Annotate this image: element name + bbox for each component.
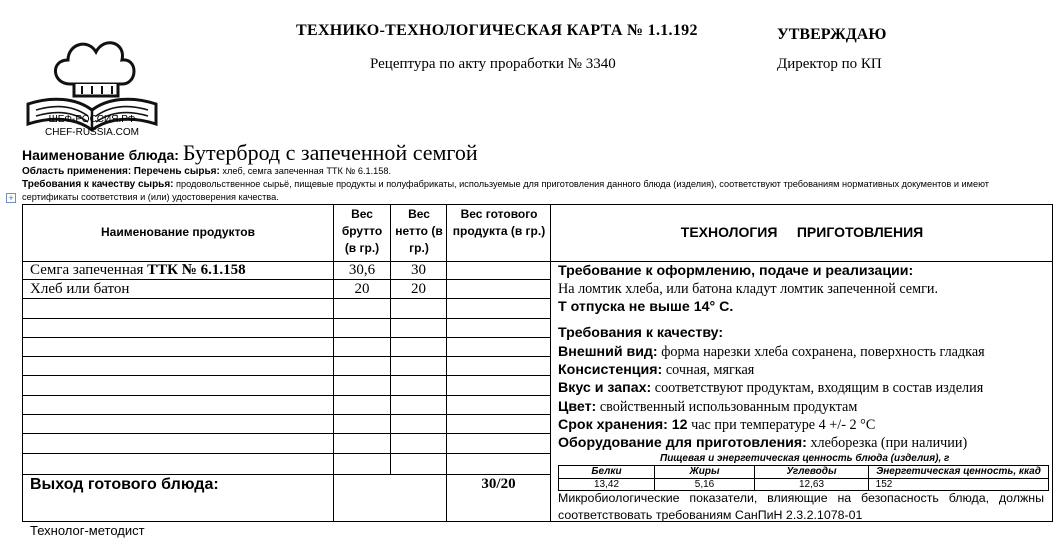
scope-line <box>22 166 391 177</box>
serving-text: На ломтик хлеба, или батона кладут ломтик запеченной семги. <box>558 281 939 297</box>
nutrition-value-carbs: 12,63 <box>798 479 825 490</box>
table-row-1-gross: 30,6 <box>348 262 376 278</box>
document-subtitle: Рецептура по акту проработки № 3340 <box>370 56 616 72</box>
table-row-1-name: Семга запеченная ТТК № 6.1.158 <box>30 262 246 278</box>
yield-label: Выход готового блюда: <box>30 476 219 493</box>
quality-label: Требования к качеству: <box>558 325 724 341</box>
approve-label: УТВЕРЖДАЮ <box>777 26 887 43</box>
dish-label: Наименование блюда: <box>22 147 179 163</box>
yield-value: 30/20 <box>481 476 516 492</box>
raw-list-text: хлеб, семга запеченная ТТК № 6.1.158. <box>222 166 392 176</box>
nutrition-header-energy: Энергетическая ценность, ккад <box>876 466 1041 477</box>
table-row-1-net: 30 <box>411 262 426 278</box>
quality-req-line <box>22 179 989 190</box>
quality-req-label: Требования к качеству сырья: <box>22 179 174 190</box>
nutrition-header-fat: Жиры <box>689 466 720 477</box>
nutrition-value-energy: 152 <box>875 479 893 490</box>
scope-label: Область применения: <box>22 166 132 177</box>
table-move-handle-icon[interactable]: + <box>6 193 16 203</box>
nutrition-caption: Пищевая и энергетическая ценность блюда (изделия), г <box>660 453 950 464</box>
logo-text-ru: ШЕФ-РОССИЯ.РФ <box>48 114 136 125</box>
serving-temperature: Т отпуска не выше 14° С. <box>558 299 734 315</box>
consistency-line: Консистенция: сочная, мягкая <box>558 362 755 378</box>
microbiology-note: Микробиологические показатели, влияющие на безопасность блюда, должны соответствовать требованиям СанПиН 2.3.2.1078-01 <box>558 491 1044 522</box>
col-header-product: Наименование продуктов <box>101 225 255 239</box>
document-title: ТЕХНИКО-ТЕХНОЛОГИЧЕСКАЯ КАРТА № 1.1.192 <box>296 22 698 39</box>
dish-name-row <box>22 140 478 166</box>
nutrition-value-fat: 5,16 <box>694 479 715 490</box>
nutrition-header-protein: Белки <box>591 466 622 477</box>
quality-req-line-2: сертификаты соответствия и (или) удостоверения качества. <box>22 192 279 202</box>
nutrition-header-carbs: Углеводы <box>786 466 837 477</box>
appearance-line: Внешний вид: форма нарезки хлеба сохранена, поверхность гладкая <box>558 344 985 360</box>
logo-text-en: CHEF-RUSSIA.COM <box>45 127 139 138</box>
color-line: Цвет: свойственный использованным продуктам <box>558 399 858 415</box>
storage-line: Срок хранения: 12 час при температуре 4 +/- 2 °С <box>558 417 876 433</box>
dish-name: Бутерброд с запеченной семгой <box>182 140 478 165</box>
col-header-gross: Вес брутто (в гр.) <box>341 207 383 255</box>
col-header-technology: ТЕХНОЛОГИЯ ПРИГОТОВЛЕНИЯ <box>680 224 924 240</box>
table-row-2-gross: 20 <box>354 281 370 297</box>
director-label: Директор по КП <box>777 56 882 72</box>
equipment-line: Оборудование для приготовления: хлеборезка (при наличии) <box>558 435 968 451</box>
taste-line: Вкус и запах: соответствуют продуктам, входящим в состав изделия <box>558 380 984 396</box>
table-row-2-net: 20 <box>411 281 426 297</box>
serving-label: Требование к оформлению, подаче и реализации: <box>558 263 914 279</box>
quality-req-text: продовольственное сырьё, пищевые продукты и полуфабрикаты, используемые для приготовления данного блюда (изделия), соответствуют требованиям нормативных документов и имеют <box>176 179 989 189</box>
nutrition-value-protein: 13,42 <box>593 479 620 490</box>
raw-list-label: Перечень сырья: <box>133 166 220 177</box>
table-row-2-name: Хлеб или батон <box>30 281 130 297</box>
col-header-ready: Вес готового продукта (в гр.) <box>452 207 546 238</box>
technologist-signature-label: Технолог-методист <box>30 523 145 538</box>
col-header-net: Вес нетто (в гр.) <box>395 207 443 255</box>
